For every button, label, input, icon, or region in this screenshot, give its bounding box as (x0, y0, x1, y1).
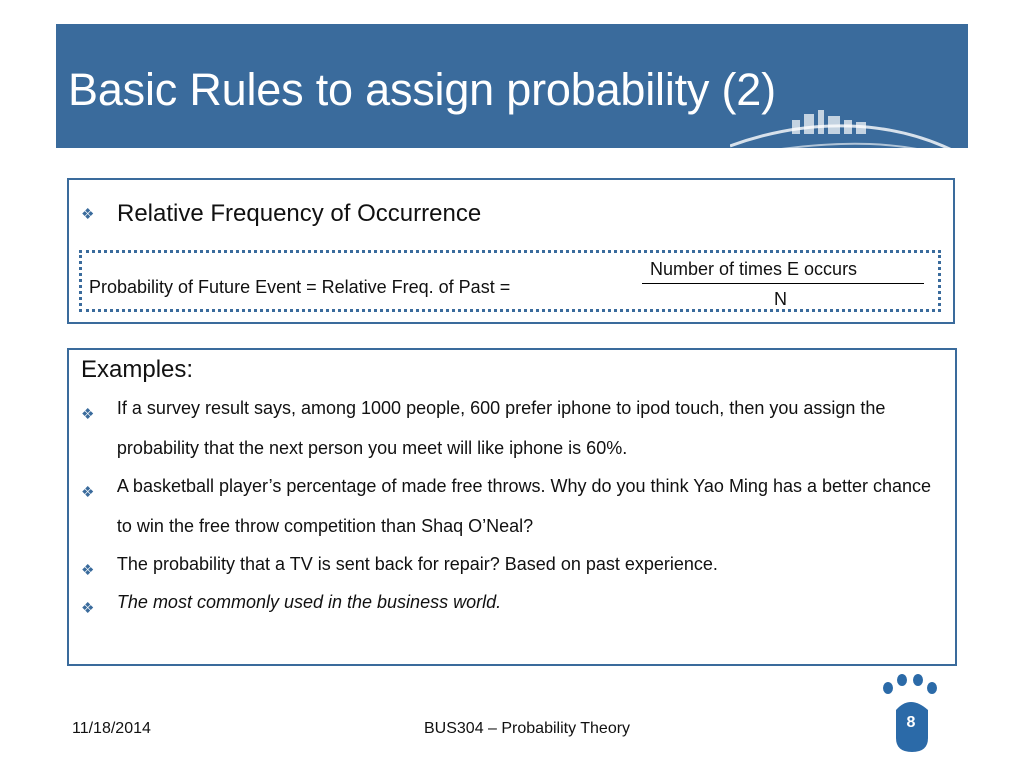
definition-box (67, 178, 955, 324)
diamond-bullet-icon: ❖ (81, 484, 95, 501)
list-item (81, 592, 941, 622)
formula-box (79, 250, 941, 312)
title-bar (56, 24, 968, 148)
footer-date: 11/18/2014 (72, 720, 151, 737)
examples-box (67, 348, 957, 666)
city-skyline-icon (730, 84, 960, 148)
list-item (81, 476, 941, 546)
example-text: If a survey result says, among 1000 people, 600 prefer iphone to ipod touch, then you assign the probability that the next person you meet will like iphone is 60%. (116, 398, 886, 458)
formula-denominator: N (774, 289, 787, 309)
examples-list (81, 398, 941, 630)
footer-course: BUS304 – Probability Theory (424, 720, 631, 737)
diamond-bullet-icon: ❖ (81, 406, 95, 423)
fraction-line (642, 283, 924, 284)
slide-title: Basic Rules to assign probability (2) (68, 64, 776, 115)
example-text: The most commonly used in the business world. (116, 592, 502, 612)
list-item (81, 398, 941, 468)
page-number: 8 (906, 714, 916, 731)
diamond-bullet-icon: ❖ (81, 562, 95, 579)
example-text: A basketball player’s percentage of made free throws. Why do you think Yao Ming has a better chance to win the free throw competition than Shaq O’Neal? (116, 476, 932, 536)
diamond-bullet-icon: ❖ (81, 206, 95, 223)
formula-lhs: Probability of Future Event = Relative Freq. of Past = (89, 277, 511, 297)
formula-numerator: Number of times E occurs (650, 259, 858, 279)
examples-heading: Examples: (81, 356, 194, 383)
diamond-bullet-icon: ❖ (81, 600, 95, 617)
definition-heading-text: Relative Frequency of Occurrence (117, 200, 482, 227)
list-item (81, 554, 941, 584)
definition-heading (81, 200, 481, 228)
example-text: The probability that a TV is sent back for repair? Based on past experience. (116, 554, 718, 574)
